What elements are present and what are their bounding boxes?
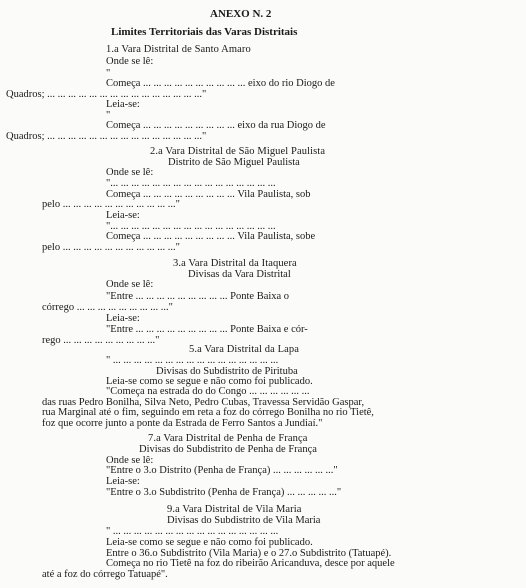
text-line: Quadros; ... ... ... ... ... ... ... ... ... ... ... ... ... ... ..." xyxy=(6,131,207,142)
text-line: Onde se lê: xyxy=(106,56,154,67)
text-line: "... ... ... ... ... ... ... ... ... ... ... ... ... ... ... ... xyxy=(106,178,276,189)
section-subtitle: Distrito de São Miguel Paulista xyxy=(168,157,300,168)
text-line: pelo ... ... ... ... ... ... ... ... ... ... ..." xyxy=(42,242,180,253)
section-title: 2.a Vara Distrital de São Miguel Paulista xyxy=(150,146,326,157)
text-line: Leia-se como se segue e não como foi publicado. xyxy=(106,376,313,387)
text-line: "... ... ... ... ... ... ... ... ... ... ... ... ... ... ... ... xyxy=(106,221,276,232)
section-title: 1.a Vara Distrital de Santo Amaro xyxy=(106,44,251,55)
section-subtitle: Divisas do Subdistrito de Penha de França xyxy=(139,444,317,455)
text-line: Leia-se como se segue e não como foi publicado. xyxy=(106,537,313,548)
text-line: Leia-se: xyxy=(106,210,140,221)
text-line: Começa ... ... ... ... ... ... ... ... ... Vila Paulista, sobe xyxy=(106,231,316,242)
text-line: "Entre ... ... ... ... ... ... ... ... ... Ponte Baixa o xyxy=(106,291,290,302)
text-line: Onde se lê: xyxy=(106,279,154,290)
page-heading: ANEXO N. 2 xyxy=(210,8,272,20)
text-line: Leia-se: xyxy=(106,313,140,324)
section-subtitle: Divisas do Subdistrito de Pirituba xyxy=(156,366,298,377)
text-line: até a foz do córrego Tatuapé". xyxy=(42,569,168,580)
text-line: "Entre o 3.o Distrito (Penha de França) ... ... ... ... ... ..." xyxy=(106,465,338,476)
text-line: "Começa na estrada do do Congo ... ... ... ... ... ... xyxy=(106,386,310,397)
text-line: Começa no rio Tietê na foz do ribeirão Aricanduva, desce por aquele xyxy=(106,558,395,569)
section-title: 9.a Vara Distrital de Vila Maria xyxy=(167,504,302,515)
text-line: Leia-se: xyxy=(106,99,140,110)
text-line: Onde se lê: xyxy=(106,455,154,466)
text-line: " xyxy=(106,68,111,79)
section-title: 3.a Vara Distrital da Itaquera xyxy=(173,258,297,269)
text-line: Entre o 36.o Subdistrito (Vila Maria) e o 27.o Subdistrito (Tatuapé). xyxy=(106,548,392,559)
text-line: Onde se lê: xyxy=(106,167,154,178)
text-line: "Entre ... ... ... ... ... ... ... ... ... Ponte Baixa e cór- xyxy=(106,324,308,335)
text-line: córrego ... ... ... ... ... ... ... ... ..." xyxy=(42,302,173,313)
text-line: rua Marginal até o fim, seguindo em reta a foz do córrego Bonilha no rio Tietê, xyxy=(42,407,374,418)
document-title: Limites Territoriais das Varas Distritais xyxy=(111,26,298,38)
text-line: das ruas Pedro Bonilha, Silva Neto, Pedro Cubas, Travessa Servidão Gaspar, xyxy=(42,397,365,408)
text-line: Leia-se: xyxy=(106,476,140,487)
text-line: " xyxy=(106,110,111,121)
text-line: Começa ... ... ... ... ... ... ... ... ... ... eixo do rio Diogo de xyxy=(106,78,335,89)
section-title: 5.a Vara Distrital da Lapa xyxy=(189,344,299,355)
text-line: Começa ... ... ... ... ... ... ... ... ... eixo da rua Diogo de xyxy=(106,120,326,131)
section-subtitle: Divisas do Subdistrito de Vila Maria xyxy=(167,515,321,526)
text-line: foz que ocorre junto a ponte da Estrada de Ferro Santos a Jundiaí." xyxy=(42,418,323,429)
section-subtitle: Divisas da Vara Distrital xyxy=(188,269,291,280)
text-line: Quadros; ... ... ... ... ... ... ... ... ... ... ... ... ... ... ..." xyxy=(6,89,207,100)
text-line: "Entre o 3.o Subdistrito (Penha de França) ... ... ... ... ..." xyxy=(106,487,342,498)
section-title: 7.a Vara Distrital de Penha de França xyxy=(148,433,308,444)
text-line: rego ... ... ... ... ... ... ... ... ..." xyxy=(42,335,160,346)
text-line: pelo ... ... ... ... ... ... ... ... ... ... ..." xyxy=(42,199,180,210)
text-line: Começa ... ... ... ... ... ... ... ... ... Vila Paulista, sob xyxy=(106,189,311,200)
text-line: " ... ... ... ... ... ... ... ... ... ... ... ... ... ... ... ... xyxy=(106,355,279,366)
text-line: " ... ... ... ... ... ... ... ... ... ... ... ... ... ... ... ... xyxy=(106,526,279,537)
